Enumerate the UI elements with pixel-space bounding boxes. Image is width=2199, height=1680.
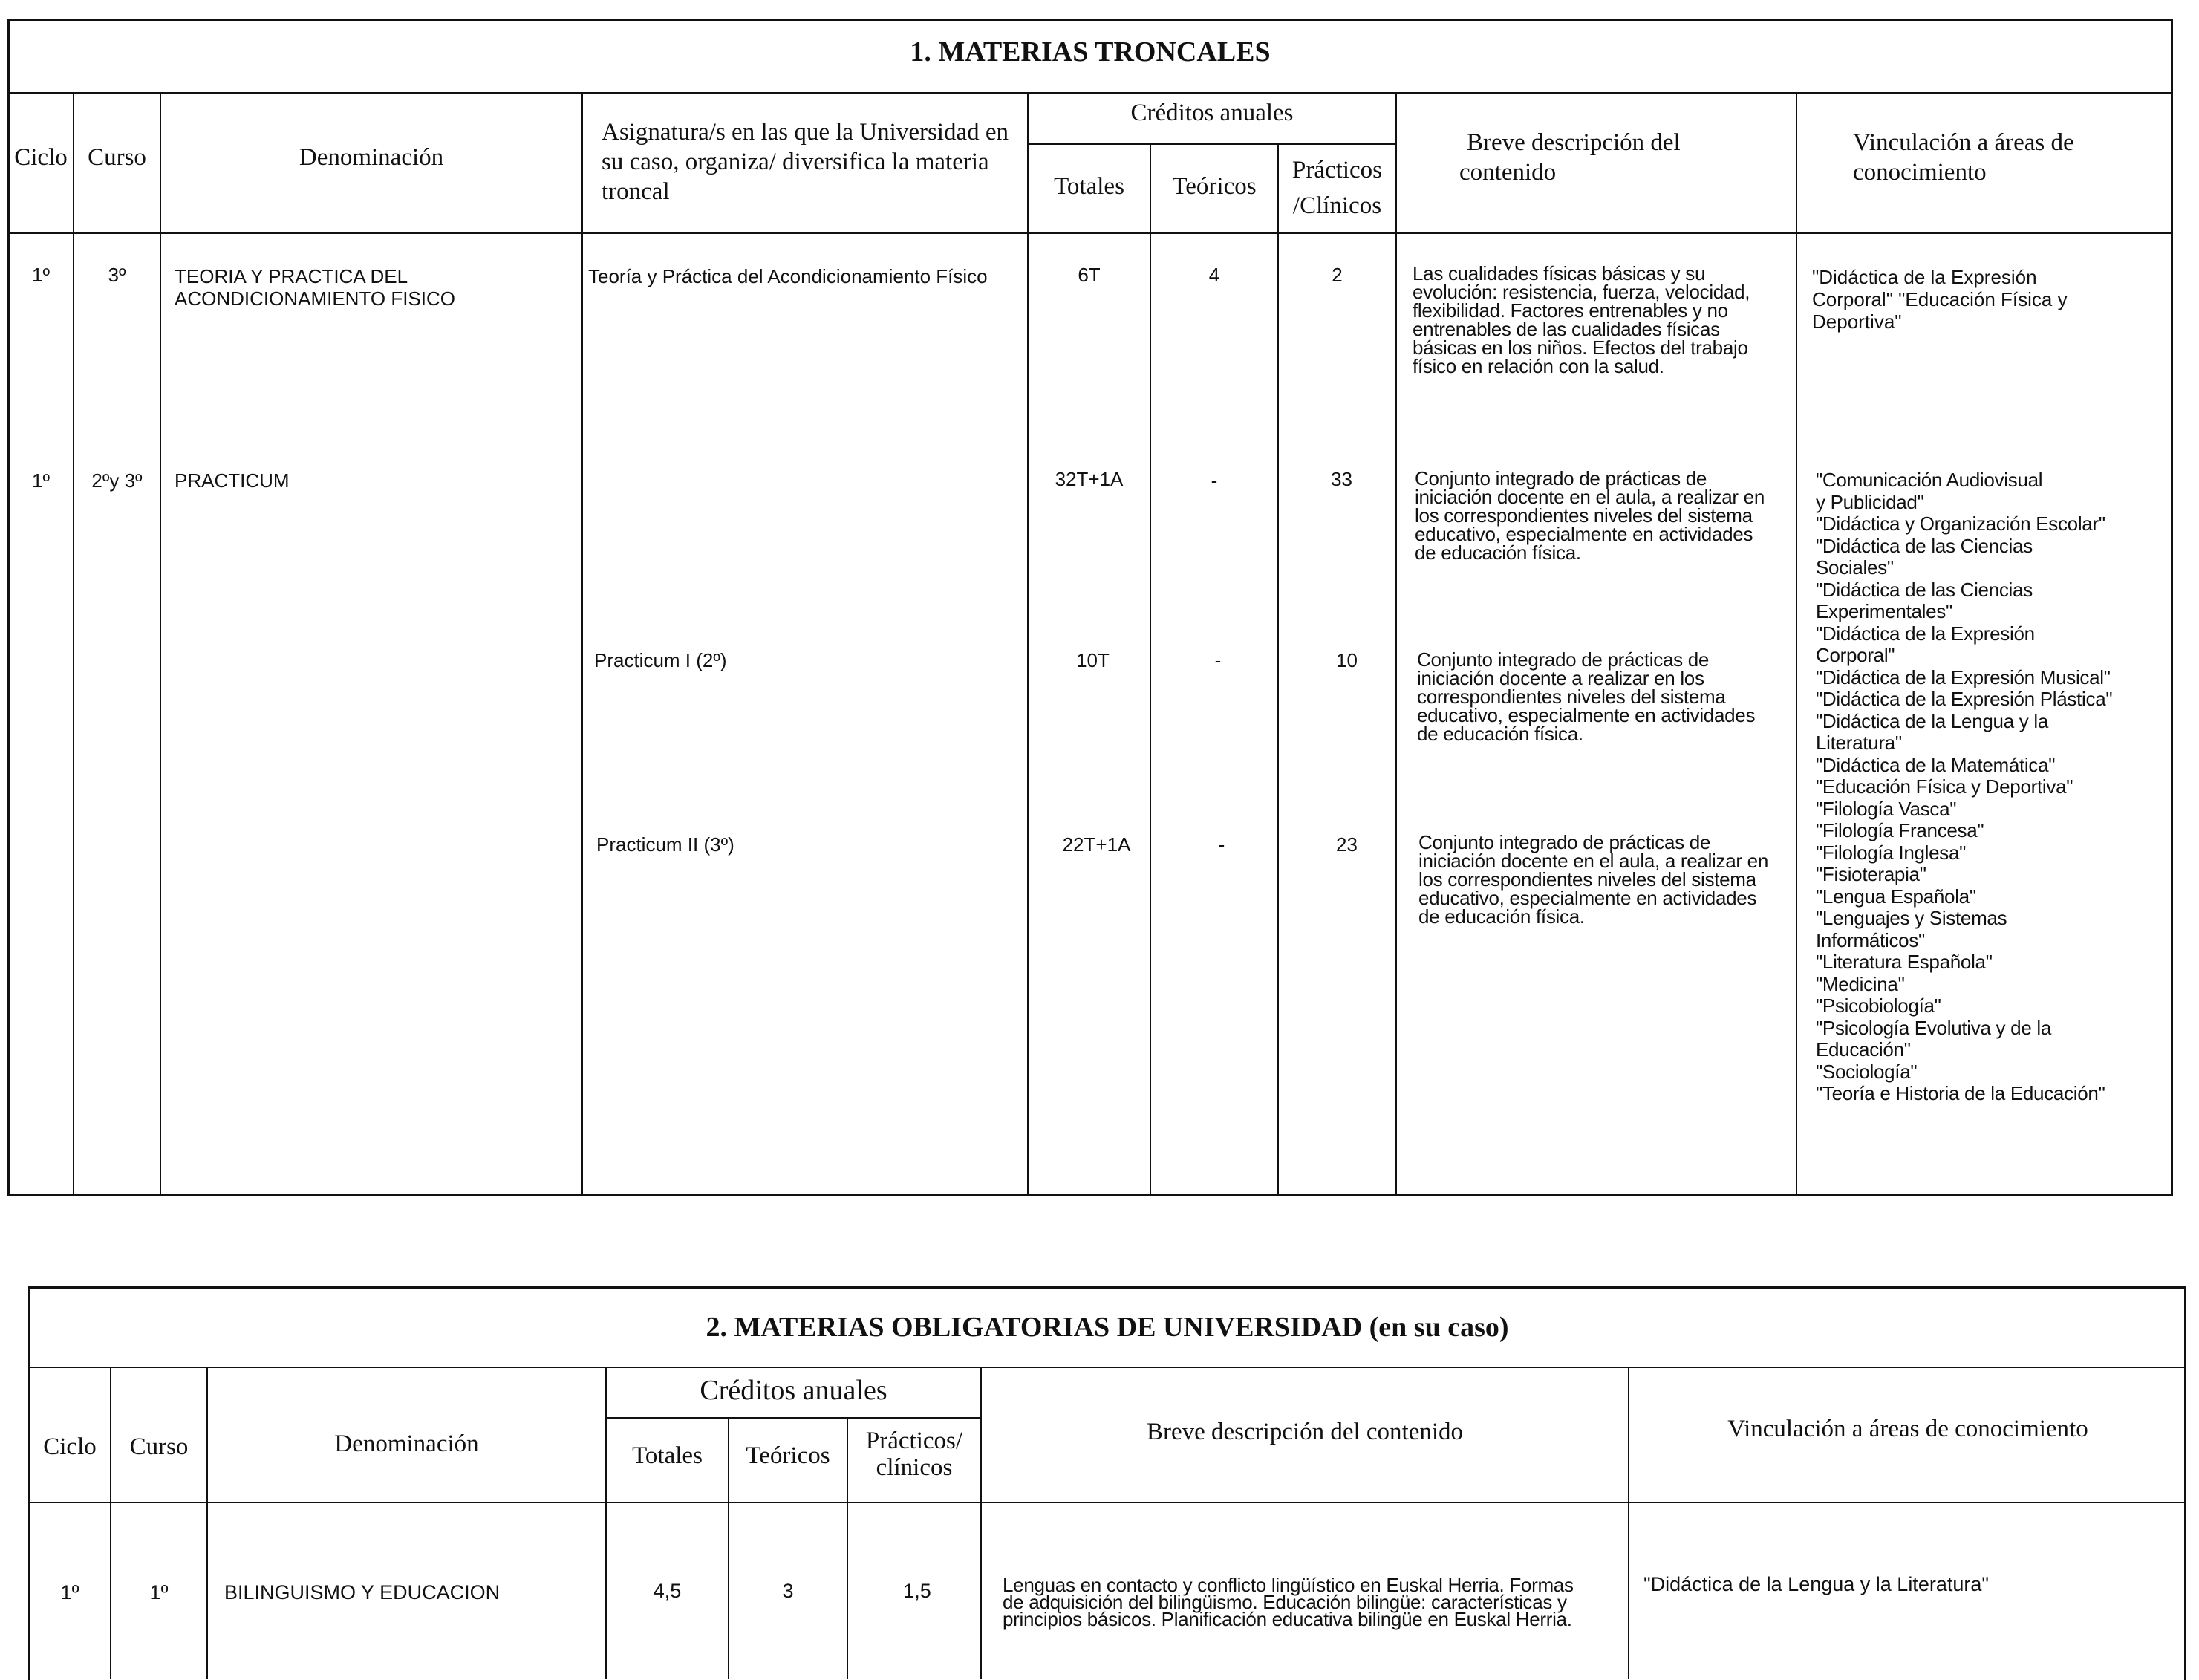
header-vinculacion: Vinculación a áreas de conocimiento xyxy=(1727,1416,2088,1442)
cell-denominacion: BILINGUISMO Y EDUCACION xyxy=(224,1581,501,1604)
cell-curso: 3º xyxy=(108,264,126,286)
header-denominacion: Denominación xyxy=(299,144,444,171)
header-teoricos: Teóricos xyxy=(1172,173,1257,200)
list-item: "Filología Francesa" xyxy=(1816,819,1984,841)
cell-practicos: 2 xyxy=(1332,264,1343,286)
divider xyxy=(28,1367,2186,1368)
list-item: "Didáctica de la Expresión Musical" xyxy=(1816,665,2111,688)
cell-practicos: 1,5 xyxy=(903,1580,931,1602)
list-item: "Didáctica de la Expresión Plástica" xyxy=(1816,688,2113,710)
cell-totales: 22T+1A xyxy=(1062,833,1131,856)
divider xyxy=(7,92,2173,94)
header-asignatura: Asignatura/s en las que la Universidad en su caso, organiza/ diversifica la materia troncal xyxy=(602,119,1009,205)
cell-totales: 6T xyxy=(1078,264,1101,286)
table2-title: 2. MATERIAS OBLIGATORIAS DE UNIVERSIDAD (en su caso) xyxy=(706,1312,1509,1343)
cell-descripcion: Conjunto integrado de prácticas de iniciación docente en el aula, a realizar en los correspondientes niveles del sistema educativo, especialmente en actividades de educación física. xyxy=(1418,831,1768,928)
list-item: y Publicidad" xyxy=(1816,490,1924,513)
divider xyxy=(73,92,74,1196)
divider xyxy=(581,92,583,1196)
header-teoricos: Teóricos xyxy=(746,1442,830,1469)
header-totales: Totales xyxy=(632,1442,703,1469)
header-descripcion: Breve descripción del contenido xyxy=(1146,1419,1464,1445)
list-item: "Educación Física y Deportiva" xyxy=(1816,775,2073,798)
list-item: "Didáctica de la Matemática" xyxy=(1816,753,2056,776)
cell-teoricos: - xyxy=(1214,649,1222,671)
divider xyxy=(110,1367,111,1679)
cell-asignatura: Practicum I (2º) xyxy=(594,649,727,671)
cell-curso: 1º xyxy=(149,1581,169,1604)
list-item: Literatura" xyxy=(1816,732,1902,754)
header-totales: Totales xyxy=(1054,173,1124,200)
divider xyxy=(28,1502,2186,1503)
cell-descripcion: Lenguas en contacto y conflicto lingüístico en Euskal Herria. Formas de adquisición del bilingüismo. Educación bilingüe: características y principios básicos. Planificación educativa bilingüe en Euskal Herria. xyxy=(1003,1574,1574,1630)
cell-asignatura: Teoría y Práctica del Acondicionamiento Físico xyxy=(588,265,988,287)
cell-denominacion: PRACTICUM xyxy=(175,469,290,492)
cell-ciclo: 1º xyxy=(32,264,50,286)
cell-teoricos: - xyxy=(1218,833,1225,856)
cell-teoricos: 4 xyxy=(1208,264,1220,286)
cell-teoricos: - xyxy=(1211,469,1218,492)
divider xyxy=(206,1367,208,1679)
list-item: "Didáctica y Organización Escolar" xyxy=(1816,512,2105,535)
list-item: "Didáctica de las Ciencias xyxy=(1816,578,2033,601)
list-item: "Teoría e Historia de la Educación" xyxy=(1816,1082,2105,1104)
list-item: "Psicología Evolutiva y de la xyxy=(1816,1016,2052,1039)
cell-practicos: 33 xyxy=(1331,468,1352,490)
cell-denominacion: TEORIA Y PRACTICA DEL ACONDICIONAMIENTO FISICO xyxy=(175,265,455,310)
list-item: Educación" xyxy=(1816,1038,1911,1061)
cell-asignatura: Practicum II (3º) xyxy=(596,833,734,856)
header-curso: Curso xyxy=(129,1433,189,1460)
cell-totales: 32T+1A xyxy=(1055,468,1124,490)
list-item: "Psicobiología" xyxy=(1816,994,1941,1017)
list-item: Informáticos" xyxy=(1816,928,1925,951)
divider xyxy=(980,1367,982,1679)
header-creditos-anuales: Créditos anuales xyxy=(1130,100,1294,126)
list-item: Experimentales" xyxy=(1816,600,1952,622)
divider xyxy=(605,1417,980,1419)
header-practicos: Prácticos/ clínicos xyxy=(865,1427,963,1481)
divider xyxy=(1027,143,1395,145)
list-item: Sociales" xyxy=(1816,556,1894,579)
divider xyxy=(1628,1367,1629,1679)
cell-totales: 4,5 xyxy=(653,1580,682,1602)
list-item: "Sociología" xyxy=(1816,1060,1918,1083)
list-item: "Comunicación Audiovisual xyxy=(1816,469,2043,491)
list-item: "Fisioterapia" xyxy=(1816,863,1926,885)
header-curso: Curso xyxy=(88,144,146,171)
table1-title: 1. MATERIAS TRONCALES xyxy=(910,36,1271,68)
list-item: "Filología Inglesa" xyxy=(1816,841,1967,864)
list-item: "Literatura Española" xyxy=(1816,951,1993,973)
header-ciclo: Ciclo xyxy=(43,1433,97,1460)
list-item: Corporal" xyxy=(1816,644,1895,666)
cell-descripcion: Las cualidades físicas básicas y su evolución: resistencia, fuerza, velocidad, flexibilidad. Factores entrenables y no entrenables de las cualidades físicas básicas en los niños. Efectos del trabajo físico en relación con la salud. xyxy=(1413,262,1750,377)
list-item: "Lenguajes y Sistemas xyxy=(1816,907,2007,929)
divider xyxy=(1027,92,1029,1196)
cell-vinculacion: "Didáctica de la Expresión Corporal" "Educación Física y Deportiva" xyxy=(1812,266,2068,333)
cell-practicos: 10 xyxy=(1336,649,1358,671)
cell-teoricos: 3 xyxy=(782,1580,794,1602)
list-item: "Didáctica de la Expresión xyxy=(1816,622,2035,645)
cell-ciclo: 1º xyxy=(32,469,50,492)
practicum-vinculacion-list xyxy=(1816,469,2165,1105)
list-item: "Didáctica de las Ciencias xyxy=(1816,534,2033,557)
header-vinculacion: Vinculación a áreas de conocimiento xyxy=(1853,129,2074,186)
header-creditos-anuales: Créditos anuales xyxy=(700,1375,887,1406)
list-item: "Medicina" xyxy=(1816,972,1905,995)
list-item: "Didáctica de la Lengua y la xyxy=(1816,709,2049,732)
header-practicos: Prácticos /Clínicos xyxy=(1292,157,1382,219)
cell-practicos: 23 xyxy=(1336,833,1358,856)
list-item: "Lengua Española" xyxy=(1816,885,1976,908)
divider xyxy=(1796,92,1797,1196)
cell-ciclo: 1º xyxy=(60,1581,79,1604)
header-descripcion: Breve descripción del contenido xyxy=(1459,129,1681,186)
cell-vinculacion: "Didáctica de la Lengua y la Literatura" xyxy=(1643,1573,1989,1595)
cell-curso: 2ºy 3º xyxy=(91,469,143,492)
divider xyxy=(160,92,161,1196)
cell-descripcion: Conjunto integrado de prácticas de iniciación docente en el aula, a realizar en los correspondientes niveles del sistema educativo, especialmente en actividades de educación física. xyxy=(1415,467,1765,564)
list-item: "Filología Vasca" xyxy=(1816,797,1957,820)
header-ciclo: Ciclo xyxy=(14,144,68,171)
header-denominacion: Denominación xyxy=(334,1430,479,1457)
cell-descripcion: Conjunto integrado de prácticas de iniciación docente a realizar en los correspondientes niveles del sistema educativo, especialmente en actividades de educación física. xyxy=(1417,648,1756,745)
divider xyxy=(1395,92,1397,1196)
divider xyxy=(7,232,2173,234)
divider xyxy=(605,1367,607,1679)
cell-totales: 10T xyxy=(1076,649,1110,671)
